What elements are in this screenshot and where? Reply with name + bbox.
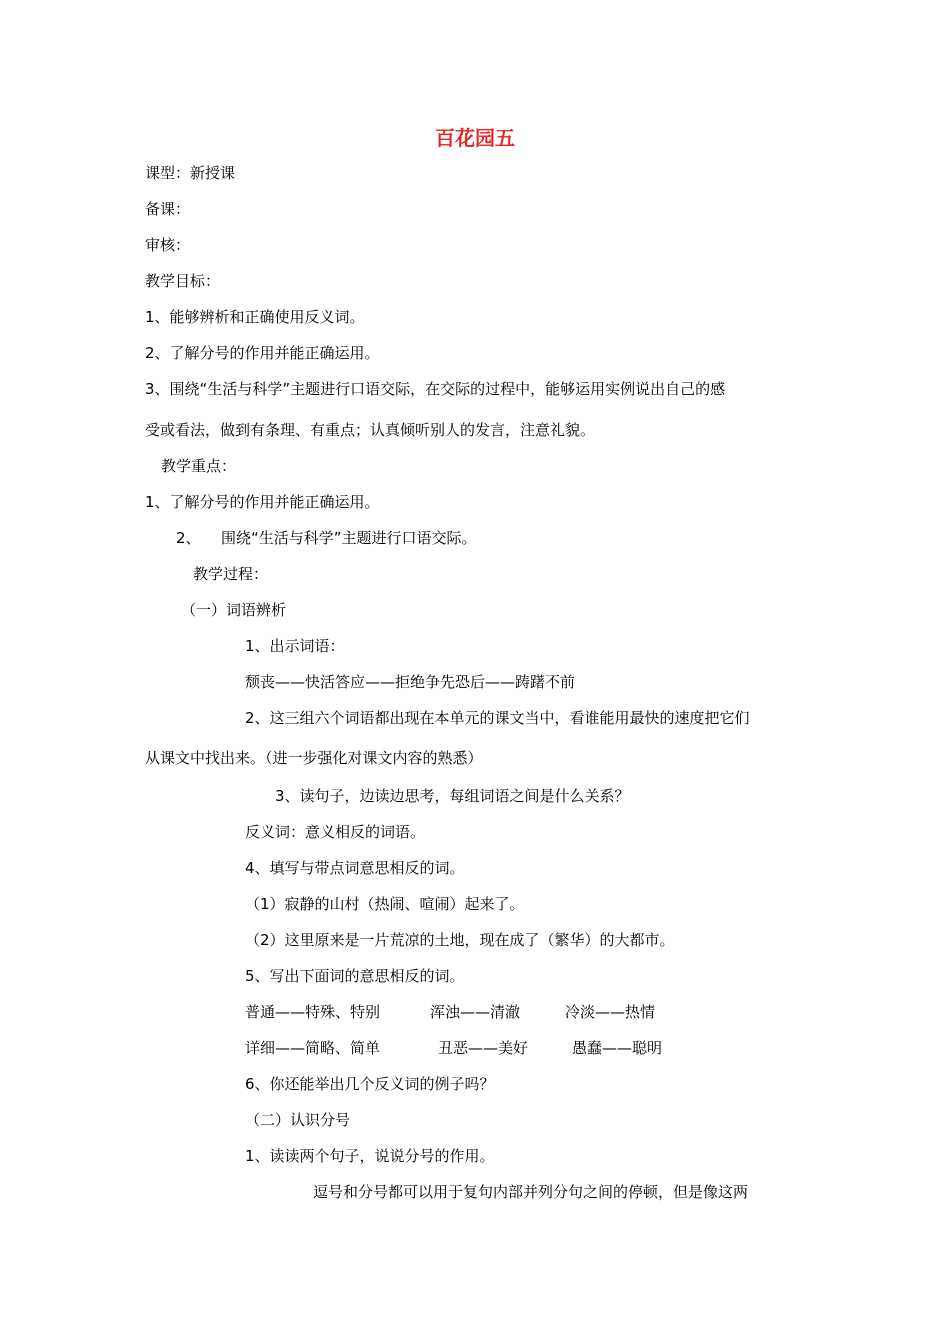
prepare-label: 备课： <box>145 200 191 218</box>
s2-text-line1: 逗号和分号都可以用于复句内部并列分句之间的停顿，但是像这两 <box>313 1183 749 1201</box>
page-title: 百花园五 <box>435 126 515 150</box>
process-heading: 教学过程： <box>193 565 269 583</box>
antonym-pair: 普通——特殊、特别 <box>245 1003 381 1021</box>
key-point-1: 1、了解分号的作用并能正确运用。 <box>145 493 380 511</box>
key-point-2-number: 2、 <box>176 529 201 547</box>
objective-2: 2、了解分号的作用并能正确运用。 <box>145 344 380 362</box>
antonym-pair: 浑浊——清澈 <box>430 1003 521 1021</box>
s1-item-4-a: （1）寂静的山村（热闹、喧闹）起来了。 <box>245 895 525 913</box>
s1-antonym-definition: 反义词：意义相反的词语。 <box>245 823 426 841</box>
s1-item-2-line2: 从课文中找出来。（进一步强化对课文内容的熟悉） <box>145 749 483 767</box>
section-2-heading: （二）认识分号 <box>245 1111 351 1129</box>
s1-item-6: 6、你还能举出几个反义词的例子吗？ <box>245 1075 495 1093</box>
s1-item-5: 5、写出下面词的意思相反的词。 <box>245 967 465 985</box>
antonym-pair: 详细——简略、简单 <box>245 1039 381 1057</box>
s1-item-2-line1: 2、这三组六个词语都出现在本单元的课文当中，看谁能用最快的速度把它们 <box>245 709 750 727</box>
s1-item-4: 4、填写与带点词意思相反的词。 <box>245 859 465 877</box>
objective-3-line1: 3、围绕“生活与科学”主题进行口语交际，在交际的过程中，能够运用实例说出自己的感 <box>145 380 726 398</box>
s1-item-1: 1、出示词语： <box>245 637 345 655</box>
review-label: 审核： <box>145 236 191 254</box>
s1-word-groups: 颓丧——快活答应——拒绝争先恐后——踌躇不前 <box>245 673 576 691</box>
s2-item-1: 1、读读两个句子，说说分号的作用。 <box>245 1147 495 1165</box>
objective-3-line2: 受或看法，做到有条理、有重点；认真倾听别人的发言，注意礼貌。 <box>145 421 596 439</box>
s1-item-4-b: （2）这里原来是一片荒凉的土地，现在成了（繁华）的大都市。 <box>245 931 675 949</box>
section-1-heading: （一）词语辨析 <box>181 601 287 619</box>
antonym-pair: 冷淡——热情 <box>565 1003 656 1021</box>
objective-1: 1、能够辨析和正确使用反义词。 <box>145 308 365 326</box>
key-points-heading: 教学重点： <box>161 457 237 475</box>
objectives-heading: 教学目标： <box>145 272 221 290</box>
s1-item-3: 3、读句子，边读边思考，每组词语之间是什么关系？ <box>275 787 630 805</box>
antonym-pair: 愚蠢——聪明 <box>572 1039 663 1057</box>
key-point-2-text: 围绕“生活与科学”主题进行口语交际。 <box>221 529 477 547</box>
lesson-type: 课型：新授课 <box>145 164 236 182</box>
antonym-pair: 丑恶——美好 <box>438 1039 529 1057</box>
